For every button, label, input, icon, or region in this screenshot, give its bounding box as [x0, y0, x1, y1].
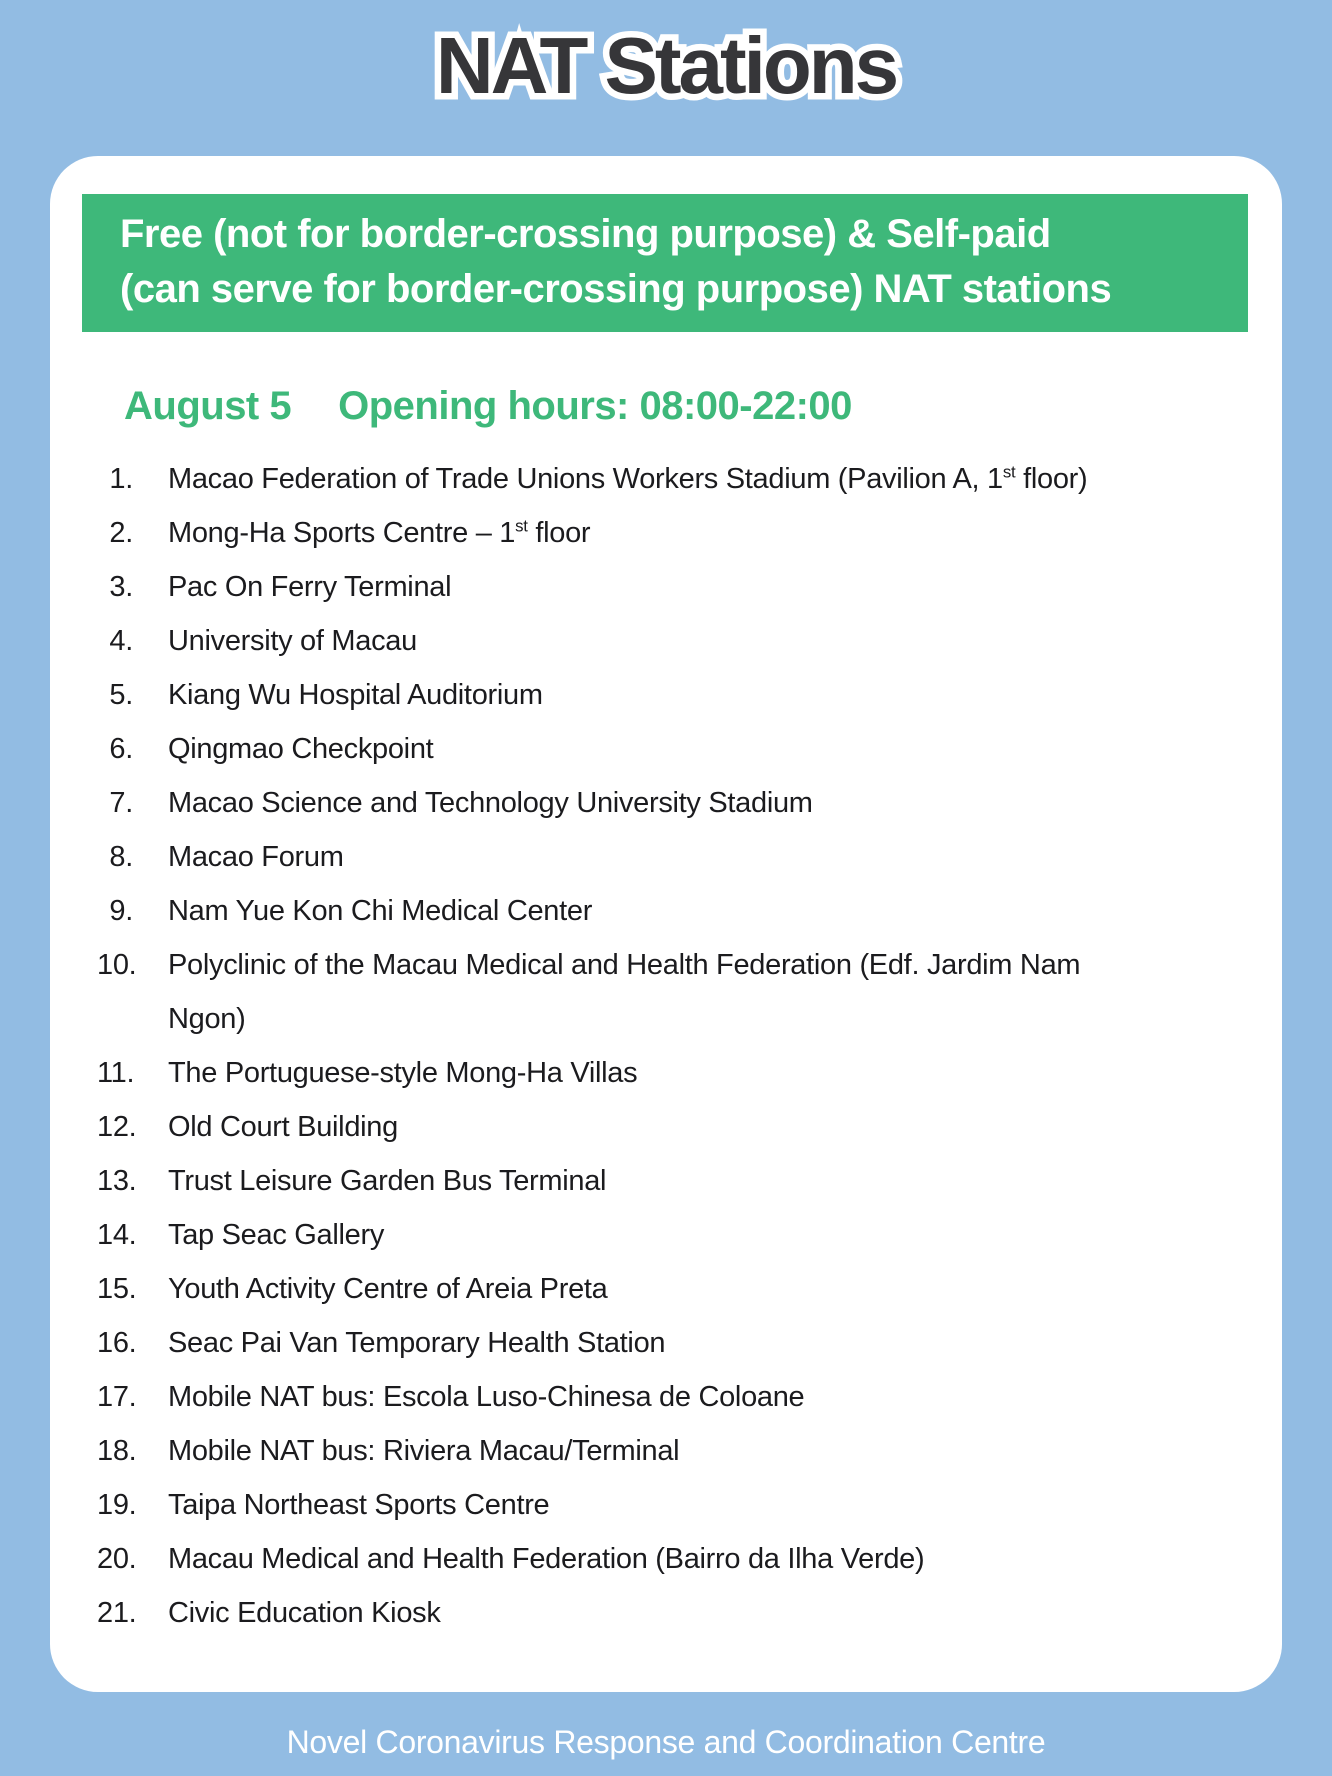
schedule-hours: Opening hours: 08:00-22:00: [338, 384, 852, 428]
station-text: Qingmao Checkpoint: [168, 733, 434, 765]
list-item: [97, 614, 1157, 668]
station-text: Seac Pai Van Temporary Health Station: [168, 1327, 666, 1359]
station-number: 14.: [97, 1219, 137, 1251]
station-text: Pac On Ferry Terminal: [168, 571, 452, 603]
station-number: 10.: [97, 949, 137, 981]
list-item: [97, 1316, 1157, 1370]
station-text: Mong-Ha Sports Centre – 1st floor: [168, 516, 591, 549]
list-item: [97, 1370, 1157, 1424]
station-number: 9.: [109, 895, 133, 927]
station-text: Tap Seac Gallery: [168, 1219, 385, 1251]
list-item: [97, 506, 1157, 560]
list-item: [97, 560, 1157, 614]
footer-text: Novel Coronavirus Response and Coordination Centre: [286, 1724, 1046, 1760]
station-text: Nam Yue Kon Chi Medical Center: [168, 895, 593, 927]
station-number: 13.: [97, 1165, 137, 1197]
station-number: 16.: [97, 1327, 137, 1359]
station-text: Macao Forum: [168, 841, 344, 873]
station-text: Macao Science and Technology University Stadium: [168, 787, 813, 819]
station-number: 15.: [97, 1273, 137, 1305]
station-text: Kiang Wu Hospital Auditorium: [168, 679, 543, 711]
list-item: [97, 938, 1157, 1046]
station-number: 1.: [109, 463, 133, 495]
list-item: [97, 722, 1157, 776]
station-text: University of Macau: [168, 625, 417, 657]
station-number: 21.: [97, 1597, 137, 1629]
list-item: [97, 1100, 1157, 1154]
content-card: [50, 156, 1282, 1692]
station-number: 8.: [109, 841, 133, 873]
station-text: Mobile NAT bus: Escola Luso-Chinesa de Coloane: [168, 1381, 805, 1413]
list-item: [97, 776, 1157, 830]
station-text: Macao Federation of Trade Unions Workers Stadium (Pavilion A, 1st floor): [168, 462, 1088, 495]
list-item: [97, 1046, 1157, 1100]
list-item: [97, 1586, 1157, 1640]
list-item: [97, 1532, 1157, 1586]
schedule-date: August 5: [124, 384, 292, 428]
station-text: Old Court Building: [168, 1111, 398, 1143]
list-item: [97, 830, 1157, 884]
station-text: Mobile NAT bus: Riviera Macau/Terminal: [168, 1435, 680, 1467]
list-item: [97, 1424, 1157, 1478]
station-text: Polyclinic of the Macau Medical and Health Federation (Edf. Jardim Nam Ngon): [168, 949, 1081, 1035]
list-item: [97, 668, 1157, 722]
station-text: Taipa Northeast Sports Centre: [168, 1489, 550, 1521]
station-text: Trust Leisure Garden Bus Terminal: [168, 1165, 607, 1197]
station-number: 19.: [97, 1489, 137, 1521]
station-number: 17.: [97, 1381, 137, 1413]
station-number: 20.: [97, 1543, 137, 1575]
list-item: [97, 1478, 1157, 1532]
schedule-line: [124, 384, 852, 429]
station-number: 6.: [109, 733, 133, 765]
banner: [82, 194, 1248, 332]
station-text: Macau Medical and Health Federation (Bairro da Ilha Verde): [168, 1543, 925, 1575]
station-number: 7.: [109, 787, 133, 819]
banner-line-1: Free (not for border-crossing purpose) & Self-paid: [120, 212, 1051, 256]
station-text: The Portuguese-style Mong-Ha Villas: [168, 1057, 638, 1089]
page-title: NAT Stations NAT Stations: [0, 20, 1332, 112]
list-item: [97, 452, 1157, 506]
station-number: 12.: [97, 1111, 137, 1143]
station-number: 2.: [109, 517, 133, 549]
station-number: 4.: [109, 625, 133, 657]
list-item: [97, 1154, 1157, 1208]
station-text: Civic Education Kiosk: [168, 1597, 441, 1629]
station-list: [97, 452, 1157, 1640]
banner-line-2: (can serve for border-crossing purpose) NAT stations: [120, 267, 1112, 311]
station-number: 3.: [109, 571, 133, 603]
list-item: [97, 1208, 1157, 1262]
station-number: 18.: [97, 1435, 137, 1467]
station-number: 5.: [109, 679, 133, 711]
list-item: [97, 1262, 1157, 1316]
station-text: Youth Activity Centre of Areia Preta: [168, 1273, 608, 1305]
station-number: 11.: [97, 1057, 135, 1089]
list-item: [97, 884, 1157, 938]
